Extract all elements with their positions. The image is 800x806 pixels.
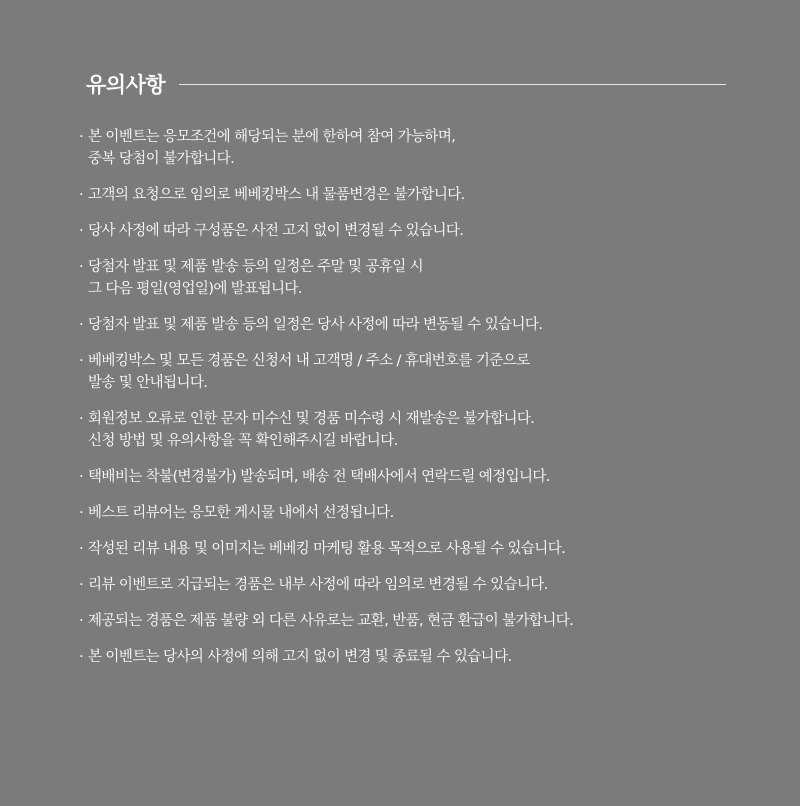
notice-item-text	[88, 184, 465, 206]
bullet-dot: ·	[78, 577, 83, 593]
notice-item-text	[88, 538, 565, 560]
notice-list	[74, 126, 764, 682]
notice-item-line: 당첨자 발표 및 제품 발송 등의 일정은 주말 및 공휴일 시	[88, 259, 424, 275]
notice-item-line: 본 이벤트는 당사의 사정에 의해 고지 없이 변경 및 종료될 수 있습니다.	[88, 649, 512, 665]
notice-item-line: 작성된 리뷰 내용 및 이미지는 베베킹 마케팅 활용 목적으로 사용될 수 있습니다.	[88, 541, 566, 557]
notice-header	[86, 64, 726, 104]
bullet-dot: ·	[78, 411, 83, 427]
notice-item-text	[88, 350, 529, 394]
notice-item-line: 베스트 리뷰어는 응모한 게시물 내에서 선정됩니다.	[88, 505, 394, 521]
notice-item-line: 본 이벤트는 응모조건에 해당되는 분에 한하여 참여 가능하며,	[88, 129, 456, 145]
notice-item-text	[88, 408, 534, 452]
notice-item-text	[88, 314, 542, 336]
notice-item	[74, 408, 764, 452]
bullet-dot: ·	[78, 223, 83, 239]
notice-item-text	[88, 574, 548, 596]
notice-item-line: 제공되는 경품은 제품 불량 외 다른 사유로는 교환, 반품, 현금 환급이 불가합니다.	[88, 613, 574, 629]
bullet-dot: ·	[78, 259, 83, 275]
notice-item-line: 고객의 요청으로 임의로 베베킹박스 내 물품변경은 불가합니다.	[88, 187, 465, 203]
bullet-dot: ·	[78, 649, 83, 665]
notice-item-line: 택배비는 착불(변경불가) 발송되며, 배송 전 택배사에서 연락드릴 예정입니다.	[88, 469, 550, 485]
notice-item-line: 리뷰 이벤트로 지급되는 경품은 내부 사정에 따라 임의로 변경될 수 있습니다.	[88, 577, 548, 593]
bullet-dot: ·	[78, 187, 83, 203]
notice-item-line: 당첨자 발표 및 제품 발송 등의 일정은 당사 사정에 따라 변동될 수 있습니다.	[88, 317, 543, 333]
bullet-dot: ·	[78, 129, 83, 145]
notice-item-line: 당사 사정에 따라 구성품은 사전 고지 없이 변경될 수 있습니다.	[88, 223, 464, 239]
bullet-dot: ·	[78, 469, 83, 485]
notice-item	[74, 646, 764, 668]
notice-item-line: 베베킹박스 및 모든 경품은 신청서 내 고객명 / 주소 / 휴대번호를 기준으로	[88, 353, 530, 369]
notice-item-line: 중복 당첨이 불가합니다.	[88, 151, 235, 167]
notice-item	[74, 314, 764, 336]
notice-item-text	[88, 466, 550, 488]
notice-title: 유의사항	[86, 73, 166, 97]
notice-item	[74, 350, 764, 394]
notice-item	[74, 502, 764, 524]
notice-item-text	[88, 220, 463, 242]
bullet-dot: ·	[78, 613, 83, 629]
notice-item	[74, 538, 764, 560]
notice-item-text	[88, 256, 423, 300]
notice-item-text	[88, 126, 455, 170]
notice-item-text	[88, 502, 394, 524]
notice-item	[74, 574, 764, 596]
notice-item	[74, 220, 764, 242]
notice-item	[74, 256, 764, 300]
bullet-dot: ·	[78, 505, 83, 521]
notice-item-line: 회원정보 오류로 인한 문자 미수신 및 경품 미수령 시 재발송은 불가합니다.	[88, 411, 535, 427]
notice-item-line: 신청 방법 및 유의사항을 꼭 확인해주시길 바랍니다.	[88, 433, 398, 449]
notice-item-line: 발송 및 안내됩니다.	[88, 375, 208, 391]
notice-item	[74, 184, 764, 206]
bullet-dot: ·	[78, 317, 83, 333]
bullet-dot: ·	[78, 541, 83, 557]
notice-item	[74, 126, 764, 170]
notice-item-text	[88, 610, 573, 632]
notice-item	[74, 610, 764, 632]
notice-item-text	[88, 646, 512, 668]
bullet-dot: ·	[78, 353, 83, 369]
notice-item-line: 그 다음 평일(영업일)에 발표됩니다.	[88, 281, 302, 297]
title-divider	[179, 84, 726, 85]
notice-item	[74, 466, 764, 488]
